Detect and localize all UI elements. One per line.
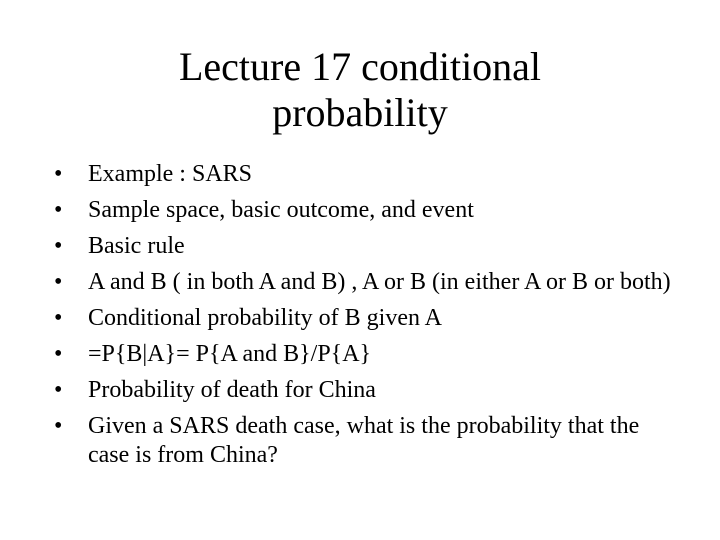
bullet-item — [54, 196, 674, 225]
slide-title-line-1: Lecture 17 conditional — [178, 44, 542, 89]
bullet-item — [54, 160, 674, 189]
bullet-item — [54, 376, 674, 405]
bullet-dot-icon: • — [54, 413, 63, 439]
bullet-text: Probability of death for China — [88, 377, 376, 403]
slide-title-line-2: probability — [272, 90, 448, 135]
bullet-dot-icon: • — [54, 197, 63, 223]
bullet-text: =P{B|A}= P{A and B}/P{A} — [88, 341, 372, 367]
bullet-text: Sample space, basic outcome, and event — [88, 197, 474, 223]
bullet-item — [54, 232, 674, 261]
bullet-text: Given a SARS death case, what is the probability that the case is from China? — [88, 413, 640, 468]
bullet-list — [54, 160, 674, 477]
bullet-dot-icon: • — [54, 377, 63, 403]
bullet-text: Example : SARS — [88, 161, 253, 187]
bullet-item — [54, 268, 674, 297]
slide-title — [120, 44, 600, 136]
bullet-dot-icon: • — [54, 233, 63, 259]
bullet-dot-icon: • — [54, 161, 63, 187]
bullet-dot-icon: • — [54, 305, 63, 331]
bullet-dot-icon: • — [54, 341, 63, 367]
bullet-item — [54, 412, 674, 470]
bullet-item — [54, 340, 674, 369]
bullet-text: Basic rule — [88, 233, 185, 259]
bullet-text: Conditional probability of B given A — [88, 305, 442, 331]
bullet-text: A and B ( in both A and B) , A or B (in either A or B or both) — [88, 269, 671, 295]
bullet-dot-icon: • — [54, 269, 63, 295]
bullet-item — [54, 304, 674, 333]
